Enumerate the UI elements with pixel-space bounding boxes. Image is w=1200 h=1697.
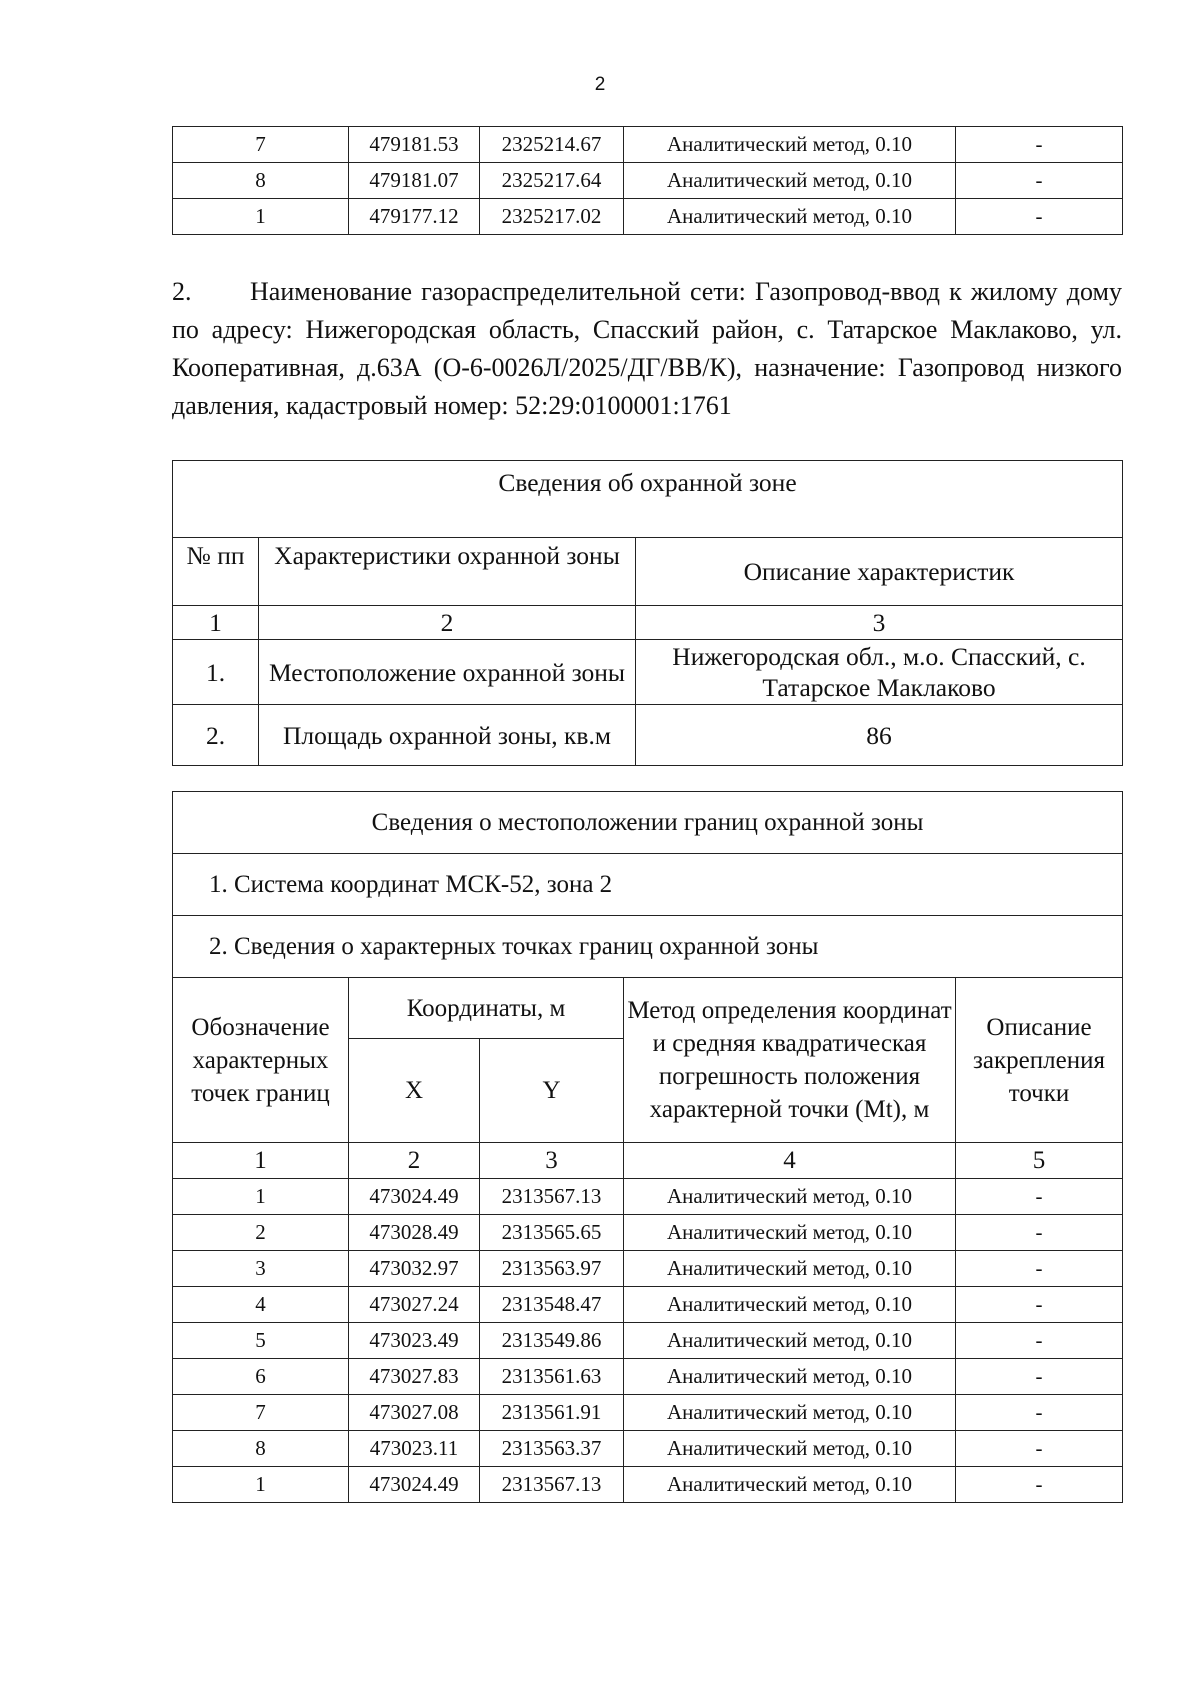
coord-y-cell: 2313561.91 <box>480 1395 624 1431</box>
point-number-cell: 7 <box>173 127 349 163</box>
point-number-cell: 8 <box>173 163 349 199</box>
table-row <box>173 199 1123 235</box>
header-fixing: Описание закрепления точки <box>956 978 1123 1143</box>
coord-x-cell: 473027.24 <box>349 1287 480 1323</box>
table-row <box>173 1359 1123 1395</box>
coord-x-cell: 473028.49 <box>349 1215 480 1251</box>
table-row <box>173 1395 1123 1431</box>
coord-y-cell: 2313548.47 <box>480 1287 624 1323</box>
index-cell: 5 <box>956 1143 1123 1179</box>
fixing-cell: - <box>956 163 1123 199</box>
row-characteristic: Площадь охранной зоны, кв.м <box>259 705 636 766</box>
fixing-cell: - <box>956 1359 1123 1395</box>
coord-y-cell: 2313563.97 <box>480 1251 624 1287</box>
boundaries-title: Сведения о местоположении границ охранной зоны <box>173 792 1123 854</box>
boundaries-table <box>172 791 1123 1503</box>
network-description <box>172 273 1122 425</box>
method-cell: Аналитический метод, 0.10 <box>624 1359 956 1395</box>
coord-x-cell: 473032.97 <box>349 1251 480 1287</box>
row-description: Нижегородская обл., м.о. Спасский, с. Татарское Маклаково <box>636 640 1123 705</box>
point-number-cell: 2 <box>173 1215 349 1251</box>
coord-y-cell: 2313567.13 <box>480 1467 624 1503</box>
header-characteristics: Характеристики охранной зоны <box>259 538 636 606</box>
paragraph-number: 2. <box>172 277 192 306</box>
table-row <box>173 1467 1123 1503</box>
points-title: 2. Сведения о характерных точках границ охранной зоны <box>173 916 1123 978</box>
method-cell: Аналитический метод, 0.10 <box>624 163 956 199</box>
method-cell: Аналитический метод, 0.10 <box>624 1323 956 1359</box>
coord-y-cell: 2313563.37 <box>480 1431 624 1467</box>
page-number: 2 <box>594 74 606 95</box>
table-row <box>173 1431 1123 1467</box>
coord-y-cell: 2325214.67 <box>480 127 624 163</box>
table-row <box>173 1179 1123 1215</box>
index-cell: 3 <box>636 606 1123 640</box>
index-cell: 2 <box>259 606 636 640</box>
header-y: Y <box>480 1039 624 1143</box>
method-cell: Аналитический метод, 0.10 <box>624 199 956 235</box>
fixing-cell: - <box>956 1467 1123 1503</box>
table-row <box>173 1287 1123 1323</box>
point-number-cell: 1 <box>173 1467 349 1503</box>
method-cell: Аналитический метод, 0.10 <box>624 1251 956 1287</box>
table-row <box>173 127 1123 163</box>
header-description: Описание характеристик <box>636 538 1123 606</box>
coord-x-cell: 473024.49 <box>349 1179 480 1215</box>
coord-x-cell: 479181.53 <box>349 127 480 163</box>
coord-y-cell: 2313561.63 <box>480 1359 624 1395</box>
fixing-cell: - <box>956 1179 1123 1215</box>
coord-y-cell: 2313565.65 <box>480 1215 624 1251</box>
method-cell: Аналитический метод, 0.10 <box>624 1395 956 1431</box>
boundaries-body <box>173 1179 1123 1503</box>
coord-x-cell: 473027.83 <box>349 1359 480 1395</box>
table-row <box>173 1215 1123 1251</box>
index-cell: 2 <box>349 1143 480 1179</box>
row-number: 1. <box>173 640 259 705</box>
zone-info-title: Сведения об охранной зоне <box>173 461 1123 538</box>
method-cell: Аналитический метод, 0.10 <box>624 1179 956 1215</box>
coord-y-cell: 2313549.86 <box>480 1323 624 1359</box>
method-cell: Аналитический метод, 0.10 <box>624 127 956 163</box>
header-method: Метод определения координат и средняя квадратическая погрешность положения характерной точки (Mt), м <box>624 978 956 1143</box>
fixing-cell: - <box>956 1323 1123 1359</box>
coord-x-cell: 473023.11 <box>349 1431 480 1467</box>
row-characteristic: Местоположение охранной зоны <box>259 640 636 705</box>
fixing-cell: - <box>956 1215 1123 1251</box>
coordinate-system: 1. Система координат МСК-52, зона 2 <box>173 854 1123 916</box>
point-number-cell: 5 <box>173 1323 349 1359</box>
point-number-cell: 1 <box>173 1179 349 1215</box>
point-number-cell: 7 <box>173 1395 349 1431</box>
top-coordinates-table <box>172 126 1123 235</box>
table-row <box>173 1323 1123 1359</box>
method-cell: Аналитический метод, 0.10 <box>624 1287 956 1323</box>
coord-y-cell: 2325217.64 <box>480 163 624 199</box>
zone-info-table <box>172 460 1123 766</box>
fixing-cell: - <box>956 1251 1123 1287</box>
table-row <box>173 163 1123 199</box>
index-row <box>173 1143 1123 1179</box>
point-number-cell: 4 <box>173 1287 349 1323</box>
row-description: 86 <box>636 705 1123 766</box>
row-number: 2. <box>173 705 259 766</box>
coord-x-cell: 473024.49 <box>349 1467 480 1503</box>
fixing-cell: - <box>956 1431 1123 1467</box>
index-cell: 1 <box>173 606 259 640</box>
fixing-cell: - <box>956 1287 1123 1323</box>
header-designation: Обозначение характерных точек границ <box>173 978 349 1143</box>
header-number: № пп <box>173 538 259 606</box>
index-cell: 1 <box>173 1143 349 1179</box>
fixing-cell: - <box>956 127 1123 163</box>
top-coordinates-body <box>173 127 1123 235</box>
coord-x-cell: 473027.08 <box>349 1395 480 1431</box>
fixing-cell: - <box>956 199 1123 235</box>
point-number-cell: 8 <box>173 1431 349 1467</box>
coord-x-cell: 479177.12 <box>349 199 480 235</box>
index-cell: 4 <box>624 1143 956 1179</box>
point-number-cell: 1 <box>173 199 349 235</box>
point-number-cell: 6 <box>173 1359 349 1395</box>
table-row <box>173 1251 1123 1287</box>
index-cell: 3 <box>480 1143 624 1179</box>
paragraph-text: Наименование газораспределительной сети: Газопровод-ввод к жилому дому по адресу: Нижегородская область, Спасский район, с. Татарское Маклаково, ул. Кооперативная, д.63А (О-6-0026Л/2025/ДГ/ВВ/К), назначение: Газопровод низкого давления, кадастровый номер: 52:29:0100001:1761 <box>172 277 1122 420</box>
method-cell: Аналитический метод, 0.10 <box>624 1467 956 1503</box>
fixing-cell: - <box>956 1395 1123 1431</box>
method-cell: Аналитический метод, 0.10 <box>624 1215 956 1251</box>
coord-x-cell: 473023.49 <box>349 1323 480 1359</box>
header-coordinates: Координаты, м <box>349 978 624 1039</box>
coord-x-cell: 479181.07 <box>349 163 480 199</box>
coord-y-cell: 2313567.13 <box>480 1179 624 1215</box>
point-number-cell: 3 <box>173 1251 349 1287</box>
method-cell: Аналитический метод, 0.10 <box>624 1431 956 1467</box>
header-x: X <box>349 1039 480 1143</box>
coord-y-cell: 2325217.02 <box>480 199 624 235</box>
